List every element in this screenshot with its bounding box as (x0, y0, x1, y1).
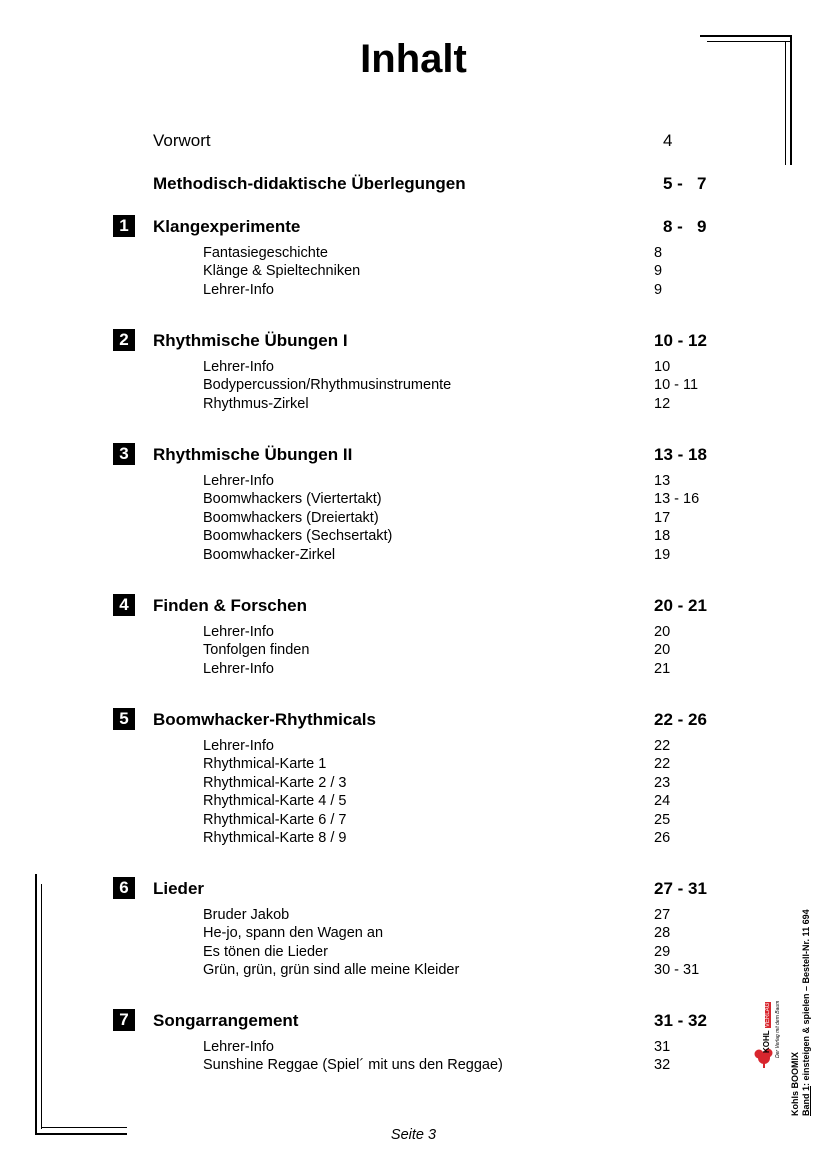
didactic-entry-label: Methodisch-didaktische Überlegungen (153, 174, 466, 193)
section-pages: 8 - 9 (663, 217, 707, 236)
section-title: Rhythmische Übungen II (153, 445, 353, 464)
section-title: Lieder (153, 879, 205, 898)
toc-item-pages: 20 (654, 642, 671, 659)
toc-item-pages: 8 (654, 245, 663, 261)
toc-item-label: Klänge & Spieltechniken (203, 263, 361, 280)
toc-item-pages: 20 (654, 624, 671, 640)
toc-item-label: Rhythmical-Karte 8 / 9 (203, 830, 347, 846)
section-title: Rhythmische Übungen I (153, 331, 348, 350)
toc-item-pages: 30 - 31 (654, 962, 700, 979)
toc-item-label: Lehrer-Info (203, 738, 274, 754)
logo-tagline: Der Verlag mit dem Baum (775, 1000, 781, 1058)
toc-item-pages: 31 (654, 1039, 671, 1055)
toc-item-label: Lehrer-Info (203, 660, 274, 677)
section-pages: 13 - 18 (654, 445, 707, 464)
toc-item-label: Rhythmical-Karte 2 / 3 (203, 774, 347, 791)
toc-item-label: Bodypercussion/Rhythmusinstrumente (203, 377, 452, 394)
toc-item-label: Boomwhackers (Sechsertakt) (203, 528, 393, 545)
toc-item-pages: 17 (654, 509, 671, 526)
volume-details: : einsteigen & spielen – Bestell-Nr. 11 694 (801, 909, 811, 1086)
page-footer: Seite 3 (390, 1127, 437, 1143)
toc-item-label: Boomwhacker-Zirkel (203, 546, 336, 563)
toc-item-label: Fantasiegeschichte (203, 245, 328, 261)
section-title: Boomwhacker-Rhythmicals (153, 710, 376, 729)
section-number-badge: 5 (113, 708, 135, 730)
toc-item-pages: 12 (654, 395, 671, 412)
logo-badge: VERLAG (765, 1002, 771, 1028)
toc-item-pages: 25 (654, 811, 671, 828)
section-pages: 20 - 21 (654, 596, 707, 615)
toc-item-label: Rhythmical-Karte 6 / 7 (203, 811, 347, 828)
toc-item-pages: 10 - 11 (654, 377, 699, 394)
section-title: Klangexperimente (153, 217, 301, 236)
didactic-entry-pages: 5 - 7 (663, 174, 707, 193)
toc-item-pages: 26 (654, 830, 671, 846)
toc-item-label: Bruder Jakob (203, 907, 290, 923)
toc-item-pages: 9 (654, 281, 663, 298)
toc-item-label: Boomwhackers (Viertertakt) (203, 491, 382, 508)
toc-item-pages: 22 (654, 756, 671, 773)
logo-name: KOHL (762, 1030, 771, 1053)
toc-item-label: Rhythmical-Karte 4 / 5 (203, 793, 347, 810)
section-title: Songarrangement (153, 1011, 299, 1030)
publication-info-sidebar (790, 816, 822, 1116)
section-title: Finden & Forschen (153, 596, 307, 615)
section-number-badge: 3 (113, 443, 135, 465)
toc-item-pages: 18 (654, 528, 671, 545)
page-title: Inhalt (360, 37, 467, 81)
toc-item-label: Rhythmus-Zirkel (203, 395, 309, 412)
toc-item-pages: 28 (654, 925, 671, 942)
toc-item-pages: 19 (654, 546, 671, 563)
kohl-verlag-logo (753, 1002, 791, 1070)
toc-item-pages: 22 (654, 738, 671, 754)
section-number-badge: 1 (113, 215, 135, 237)
toc-item-label: Boomwhackers (Dreiertakt) (203, 509, 379, 526)
foreword-entry-pages: 4 (663, 131, 673, 150)
section-number-badge: 6 (113, 877, 135, 899)
series-title: Kohls BOOMIX (790, 1051, 800, 1116)
volume-info (801, 816, 812, 1116)
toc-item-label: Grün, grün, grün sind alle meine Kleider (203, 962, 460, 979)
section-number-badge: 7 (113, 1009, 135, 1031)
toc-item-pages: 9 (654, 263, 663, 280)
toc-item-pages: 32 (654, 1057, 671, 1074)
toc-item-label: Sunshine Reggae (Spiel´ mit uns den Reggae) (203, 1057, 503, 1074)
section-pages: 27 - 31 (654, 879, 707, 898)
section-pages: 22 - 26 (654, 710, 707, 729)
toc-item-label: Lehrer-Info (203, 624, 274, 640)
toc-item-pages: 21 (654, 660, 671, 677)
toc-item-pages: 13 (654, 473, 671, 489)
toc-item-label: Lehrer-Info (203, 359, 274, 375)
toc-item-pages: 27 (654, 907, 671, 923)
toc-item-pages: 24 (654, 793, 671, 810)
foreword-entry-label: Vorwort (153, 131, 211, 150)
toc-item-pages: 13 - 16 (654, 491, 700, 508)
volume-label: Band 1 (801, 1085, 811, 1116)
toc-item-pages: 10 (654, 359, 671, 375)
toc-item-label: Rhythmical-Karte 1 (203, 756, 327, 773)
toc-item-pages: 29 (654, 943, 671, 960)
toc-item-label: He-jo, spann den Wagen an (203, 925, 384, 942)
toc-item-label: Lehrer-Info (203, 281, 274, 298)
toc-item-pages: 23 (654, 774, 671, 791)
section-number-badge: 2 (113, 329, 135, 351)
toc-item-label: Tonfolgen finden (203, 642, 310, 659)
section-number-badge: 4 (113, 594, 135, 616)
toc-item-label: Lehrer-Info (203, 473, 274, 489)
section-pages: 31 - 32 (654, 1011, 707, 1030)
section-pages: 10 - 12 (654, 331, 707, 350)
toc-item-label: Es tönen die Lieder (203, 943, 328, 960)
toc-item-label: Lehrer-Info (203, 1039, 274, 1055)
